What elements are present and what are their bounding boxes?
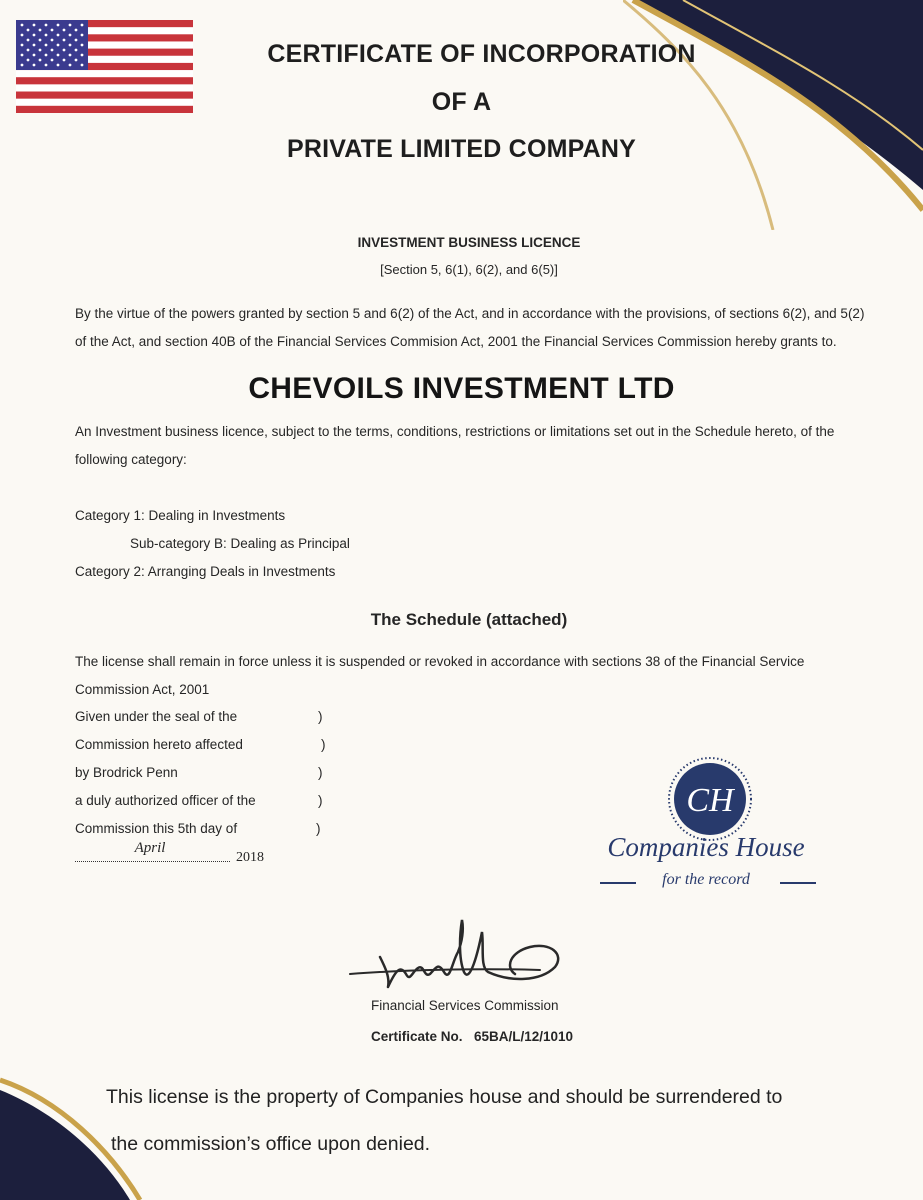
licence-section-reference: [Section 5, 6(1), 6(2), and 6(5)] (380, 262, 558, 277)
category-2: Category 2: Arranging Deals in Investments (75, 564, 336, 579)
seal-bracket: ) (318, 765, 323, 780)
licence-heading: INVESTMENT BUSINESS LICENCE (357, 235, 581, 250)
seal-bracket: ) (321, 737, 326, 752)
seal-line: a duly authorized officer of the (75, 793, 256, 808)
seal-line: by Brodrick Penn (75, 765, 178, 780)
seal-bracket: ) (318, 793, 323, 808)
seal-line: Commission this 5th day of (75, 821, 238, 836)
footer-notice-line2: the commission’s office upon denied. (111, 1133, 431, 1155)
licence-terms-paragraph: An Investment business licence, subject to the terms, conditions, restrictions or limitations set out in the Schedule hereto, of the following category: (75, 424, 835, 467)
sub-category-b: Sub-category B: Dealing as Principal (130, 536, 350, 551)
certificate-number: 65BA/L/12/1010 (474, 1029, 574, 1044)
company-name: CHEVOILS INVESTMENT LTD (248, 372, 675, 405)
footer-notice-line1: This license is the property of Companies house and should be surrendered to (106, 1086, 783, 1108)
category-1: Category 1: Dealing in Investments (75, 508, 286, 523)
certificate-title-line1: CERTIFICATE OF INCORPORATION (267, 40, 696, 68)
certificate-number-label: Certificate No. (371, 1029, 463, 1044)
license-validity-paragraph: The license shall remain in force unless it is suspended or revoked in accordance with sections 38 of the Financial Service Commission Act, 2001 (75, 654, 805, 697)
year: 2018 (236, 850, 264, 865)
logo-initials: CH (686, 782, 734, 819)
companies-house-name: Companies House (607, 832, 805, 862)
handwritten-signature (340, 912, 580, 1004)
grant-paragraph: By the virtue of the powers granted by section 5 and 6(2) of the Act, and in accordance with the provisions, of sections 6(2), and 5(2) of the Act, and section 40B of the Financial Services Commision Act, 2001 the Financial Services Commission hereby grants to. (75, 306, 865, 349)
seal-line: Given under the seal of the (75, 709, 238, 724)
seal-line: Commission hereto affected (75, 737, 243, 752)
tagline-dash-right (780, 882, 816, 884)
certificate-title-line2: OF A (431, 88, 492, 116)
schedule-heading: The Schedule (attached) (370, 610, 568, 629)
seal-bracket: ) (316, 821, 321, 836)
handwritten-month: April (134, 840, 166, 856)
companies-house-tagline: for the record (662, 871, 750, 888)
issuer-name: Financial Services Commission (371, 998, 559, 1013)
companies-house-logo-icon (667, 756, 753, 842)
certificate-title-line3: PRIVATE LIMITED COMPANY (286, 135, 637, 163)
seal-bracket: ) (318, 709, 323, 724)
